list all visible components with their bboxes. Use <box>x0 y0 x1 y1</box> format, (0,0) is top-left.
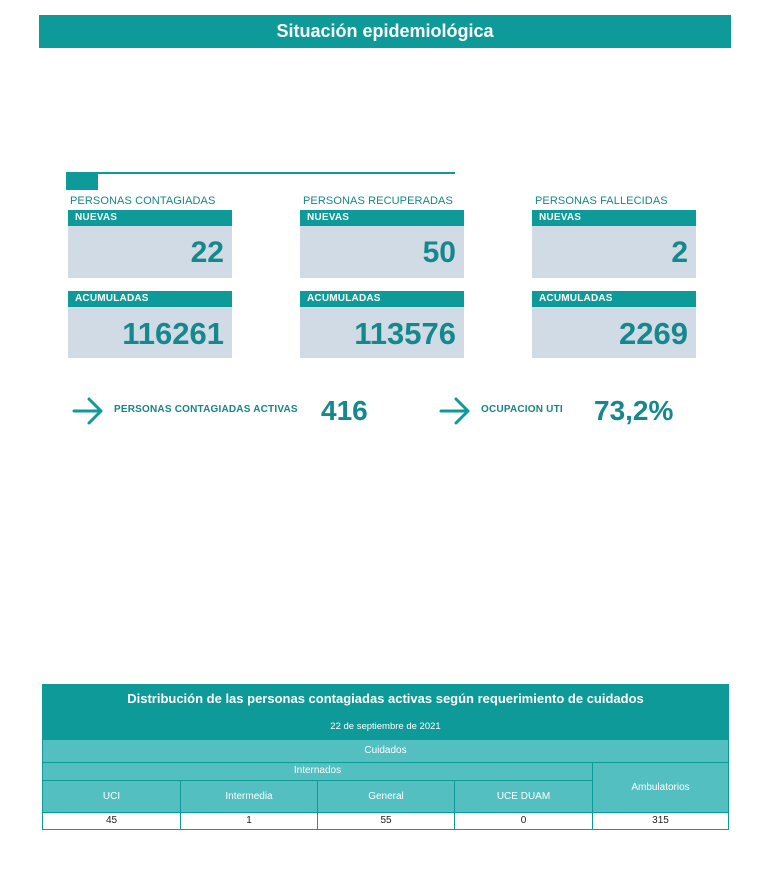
table-cell-uci: 45 <box>43 813 180 829</box>
card-value: 2269 <box>619 316 688 351</box>
arrow-right-icon <box>439 396 471 426</box>
card-label: ACUMULADAS <box>68 291 232 307</box>
table-date: 22 de septiembre de 2021 <box>330 721 441 732</box>
arrow-right-icon <box>72 396 104 426</box>
decorative-line <box>66 172 455 174</box>
care-distribution-table <box>42 684 729 830</box>
card-value: 113576 <box>354 316 456 351</box>
card-value: 116261 <box>122 316 224 351</box>
header-ambulatorios: Ambulatorios <box>593 763 728 812</box>
card-recuperadas-nuevas <box>300 210 464 278</box>
page-title: Situación epidemiológica <box>39 15 731 48</box>
table-cell-intermedia: 1 <box>181 813 317 829</box>
card-label: NUEVAS <box>300 210 464 226</box>
table-title: Distribución de las personas contagiadas activas según requerimiento de cuidados <box>127 691 644 706</box>
card-recuperadas-acumuladas <box>300 291 464 358</box>
header-intermedia: Intermedia <box>181 781 317 812</box>
card-label: ACUMULADAS <box>532 291 696 307</box>
group-title-fallecidas: PERSONAS FALLECIDAS <box>535 195 668 207</box>
card-label: NUEVAS <box>532 210 696 226</box>
active-cases-value: 416 <box>321 395 368 426</box>
header-general: General <box>318 781 454 812</box>
decorative-block <box>66 174 98 190</box>
card-value: 2 <box>671 236 688 269</box>
card-fallecidas-acumuladas <box>532 291 696 358</box>
header-cuidados: Cuidados <box>43 740 728 762</box>
card-contagiadas-acumuladas <box>68 291 232 358</box>
group-title-recuperadas: PERSONAS RECUPERADAS <box>303 195 453 207</box>
card-fallecidas-nuevas <box>532 210 696 278</box>
table-cell-general: 55 <box>318 813 454 829</box>
icu-occupancy-label: OCUPACION UTI <box>481 404 563 415</box>
card-value: 50 <box>422 236 456 269</box>
card-label: ACUMULADAS <box>300 291 464 307</box>
header-uce-duam: UCE DUAM <box>455 781 592 812</box>
group-title-contagiadas: PERSONAS CONTAGIADAS <box>70 195 216 207</box>
header-uci: UCI <box>43 781 180 812</box>
card-value: 22 <box>190 236 224 269</box>
header-internados: Internados <box>43 763 592 780</box>
table-cell-ambulatorios: 315 <box>593 813 728 829</box>
table-cell-uce-duam: 0 <box>455 813 592 829</box>
active-cases-label: PERSONAS CONTAGIADAS ACTIVAS <box>114 404 298 415</box>
card-contagiadas-nuevas <box>68 210 232 278</box>
icu-occupancy-value: 73,2% <box>594 395 674 426</box>
card-label: NUEVAS <box>68 210 232 226</box>
